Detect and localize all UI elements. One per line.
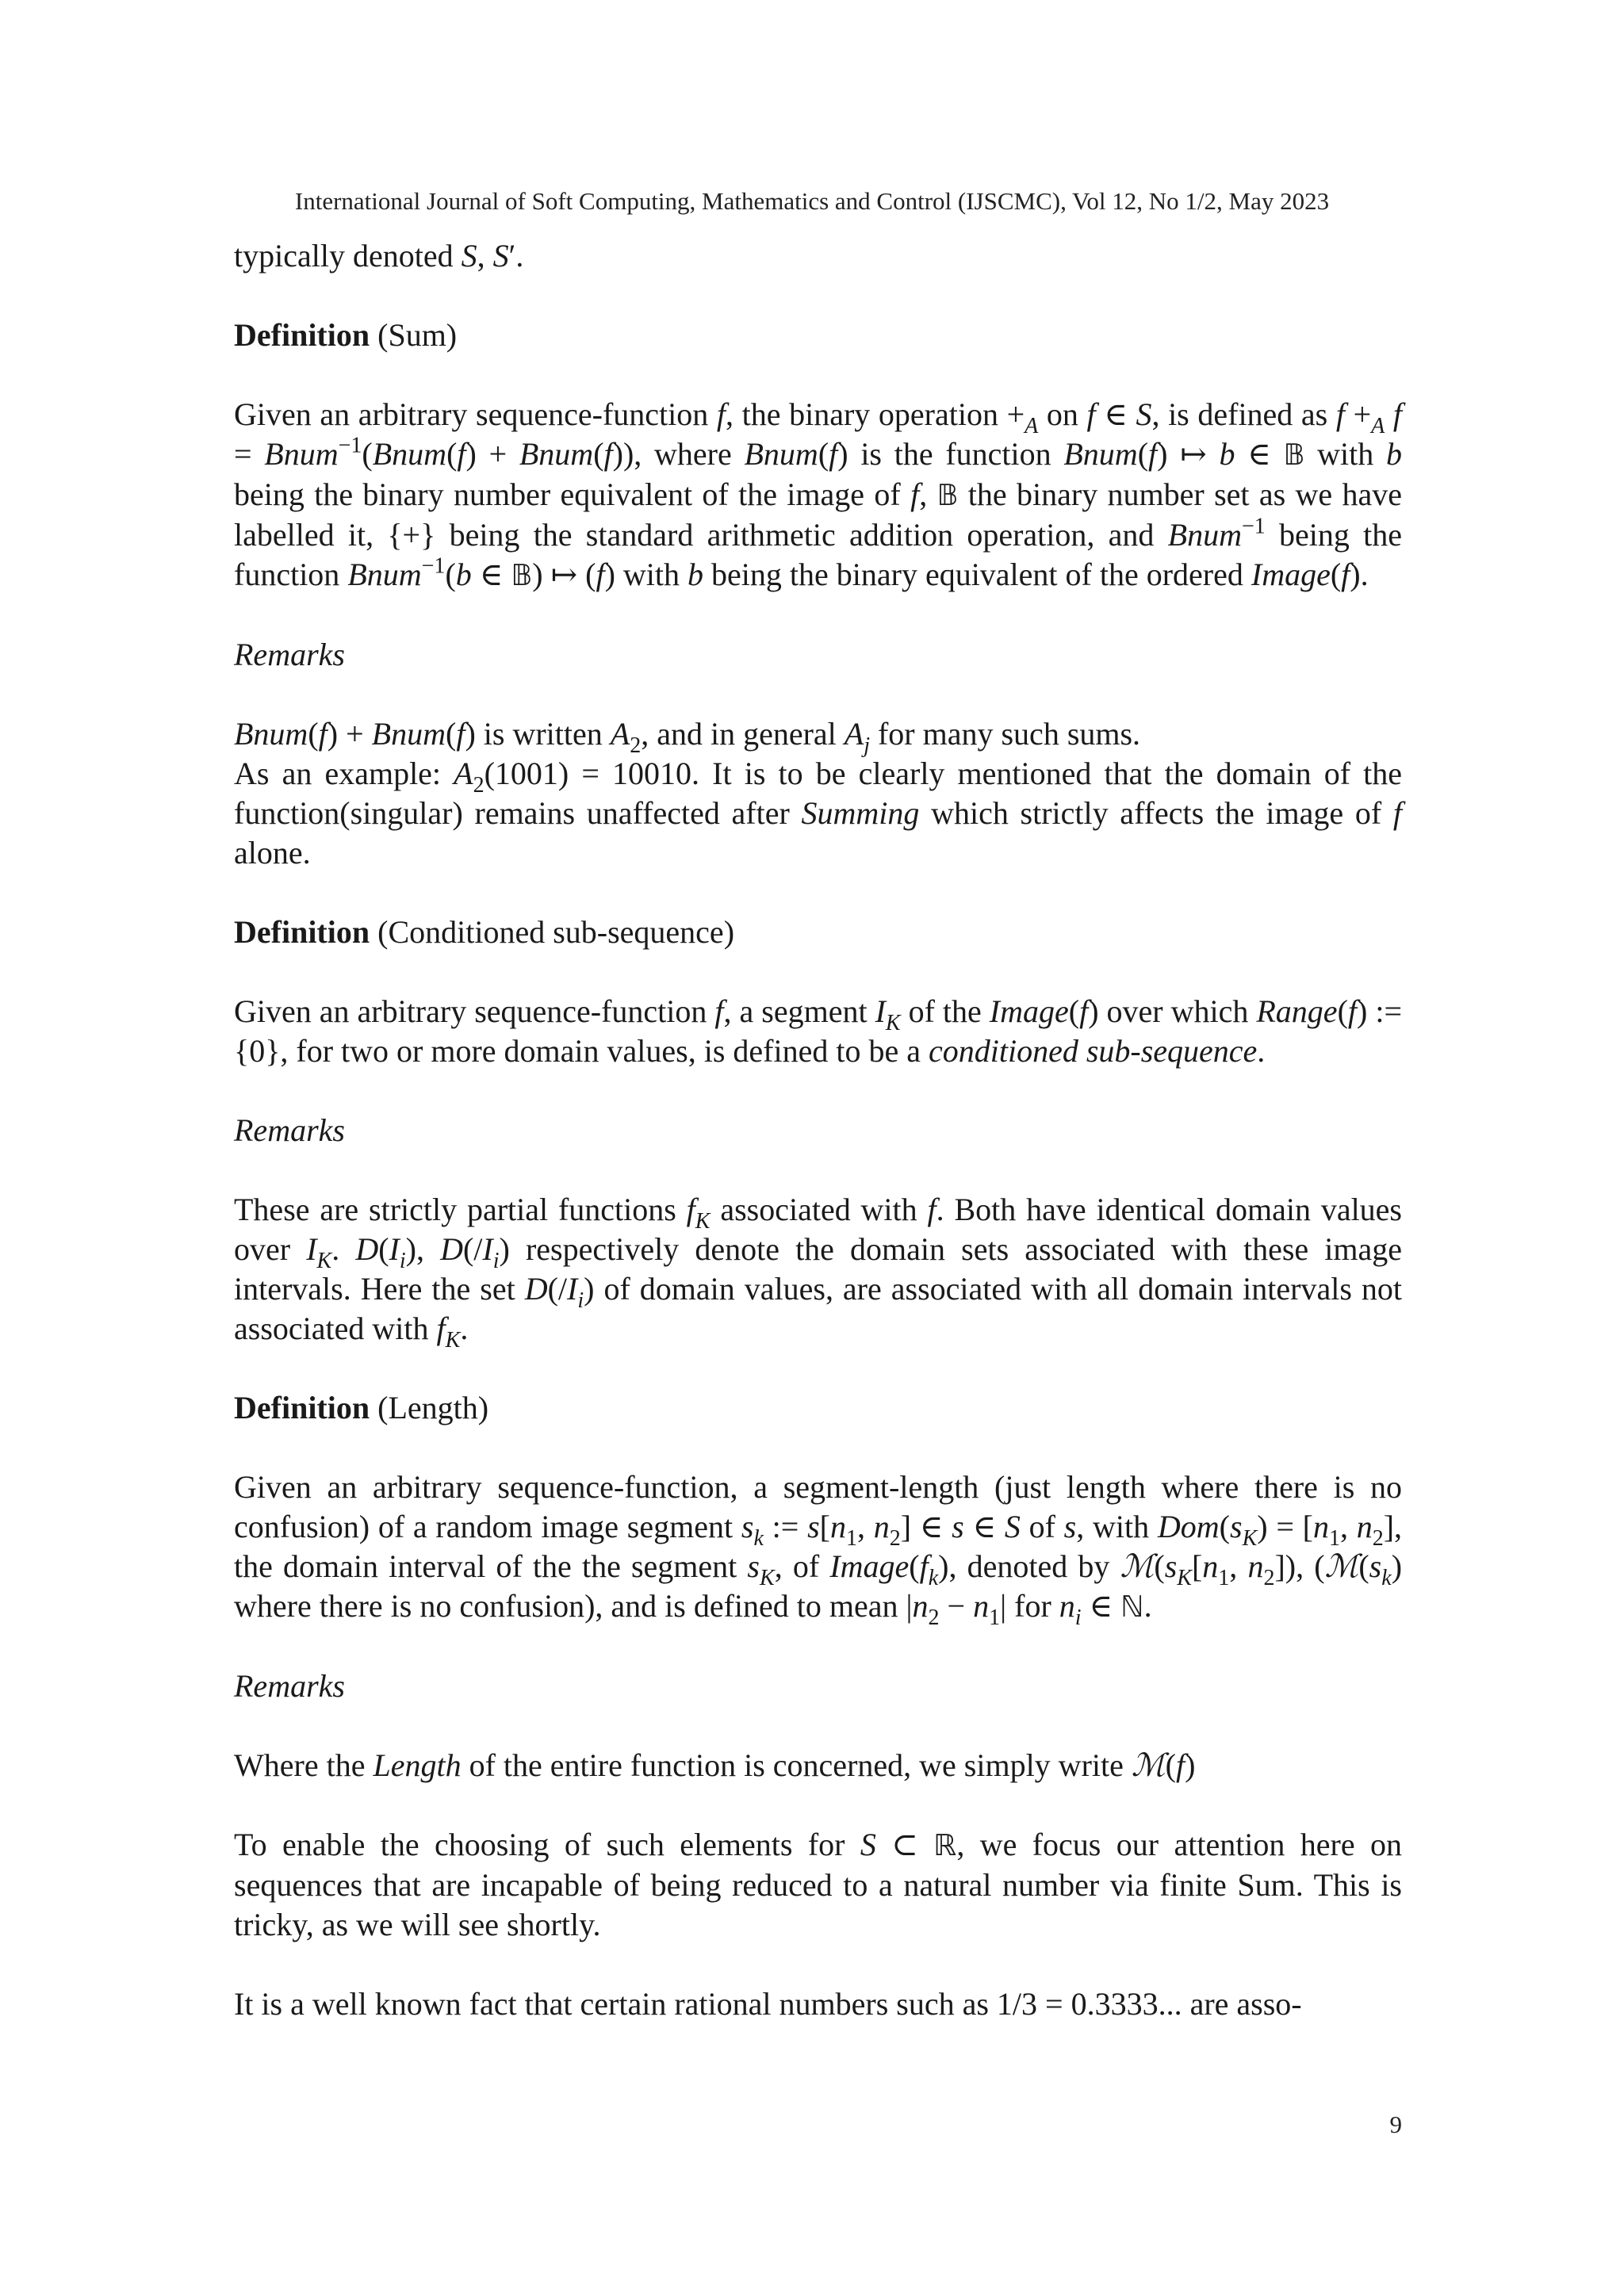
definition-conditioned-text: Given an arbitrary sequence-function f, a segment $I_K$ of the Image(f) over which Range(f) := {0}, for two or more domain values, is defined to be a conditioned sub-sequence. [234, 993, 1403, 1069]
remarks-length-text: Where the Length of the entire function is concerned, we simply write ℳ(f) [234, 1747, 1196, 1784]
remarks-heading-1: Remarks [234, 637, 345, 672]
definition-length-text: Given an arbitrary sequence-function, a segment-length (just length where there is no confusion) of a random image segment $s_k$ := $s[n_1$, $n_2$] ∈ s ∈ S of s, with $Dom(s_K) = [n_1$, $n_2$], the domain interval of the the segment $s_K$, of $Image(f_k)$, denoted by $ℳ(s_K[n_1$, $n_2$]), ($ℳ(s_k)$ where there is no confusion), and is defined to mean $|n_2 - n_1|$ for $n_i$ ∈ ℕ. [234, 1469, 1403, 1630]
journal-header: International Journal of Soft Computing, Mathematics and Control (IJSCMC), Vol 12, No 1/2, May 2023 [294, 187, 1330, 215]
remarks-conditioned-text: These are strictly partial functions $f_K$ associated with f. Both have identical domain values over $I_K$. $D(I_i)$, $D(/I_i)$ respectively denote the domain sets associated with these image intervals. Here the set $D(/I_i)$ of domain values, are associated with all domain intervals not associated with $f_K$. [234, 1192, 1403, 1353]
remarks-heading-2: Remarks [234, 1112, 345, 1148]
page-number: 9 [1389, 2110, 1402, 2138]
definition-sum-heading: Definition (Sum) [234, 317, 458, 353]
page-body [234, 236, 1402, 2064]
definition-length-heading: Definition (Length) [234, 1390, 489, 1425]
remarks-sum-text-1: Bnum(f) + Bnum(f) is written $A_2$, and in general $A_j$ for many such sums. [234, 716, 1141, 758]
definition-conditioned-heading: Definition (Conditioned sub-sequence) [234, 914, 735, 950]
rational-numbers-paragraph: It is a well known fact that certain rational numbers such as 1/3 = 0.3333... are asso- [234, 1986, 1302, 2022]
continuation-line: typically denoted S, S′. [234, 238, 524, 274]
definition-sum-text: Given an arbitrary sequence-function f, the binary operation $+_A$ on f ∈ S, is defined as $f +_A$ f = Bnum$^{-1}$(Bnum(f) + Bnum(f)), where Bnum(f) is the function Bnum(f) ↦ b ∈ 𝔹 with b being the binary number equivalent of the image of f, 𝔹 the binary number set as we have labelled it, {+} being the standard arithmetic addition operation, and Bnum$^{-1}$ being the function Bnum$^{-1}$(b ∈ 𝔹) ↦ (f) with b being the binary equivalent of the ordered Image(f). [234, 396, 1403, 592]
remarks-sum-text-2: As an example: $A_2(1001) = 10010$. It is to be clearly mentioned that the domain of the function(singular) remains unaffected after Summing which strictly affects the image of f alone. [234, 756, 1402, 871]
choosing-paragraph: To enable the choosing of such elements for S ⊂ ℝ, we focus our attention here on sequences that are incapable of being reduced to a natural number via finite Sum. This is tricky, as we will see shortly. [234, 1827, 1403, 1942]
remarks-heading-3: Remarks [234, 1668, 345, 1704]
